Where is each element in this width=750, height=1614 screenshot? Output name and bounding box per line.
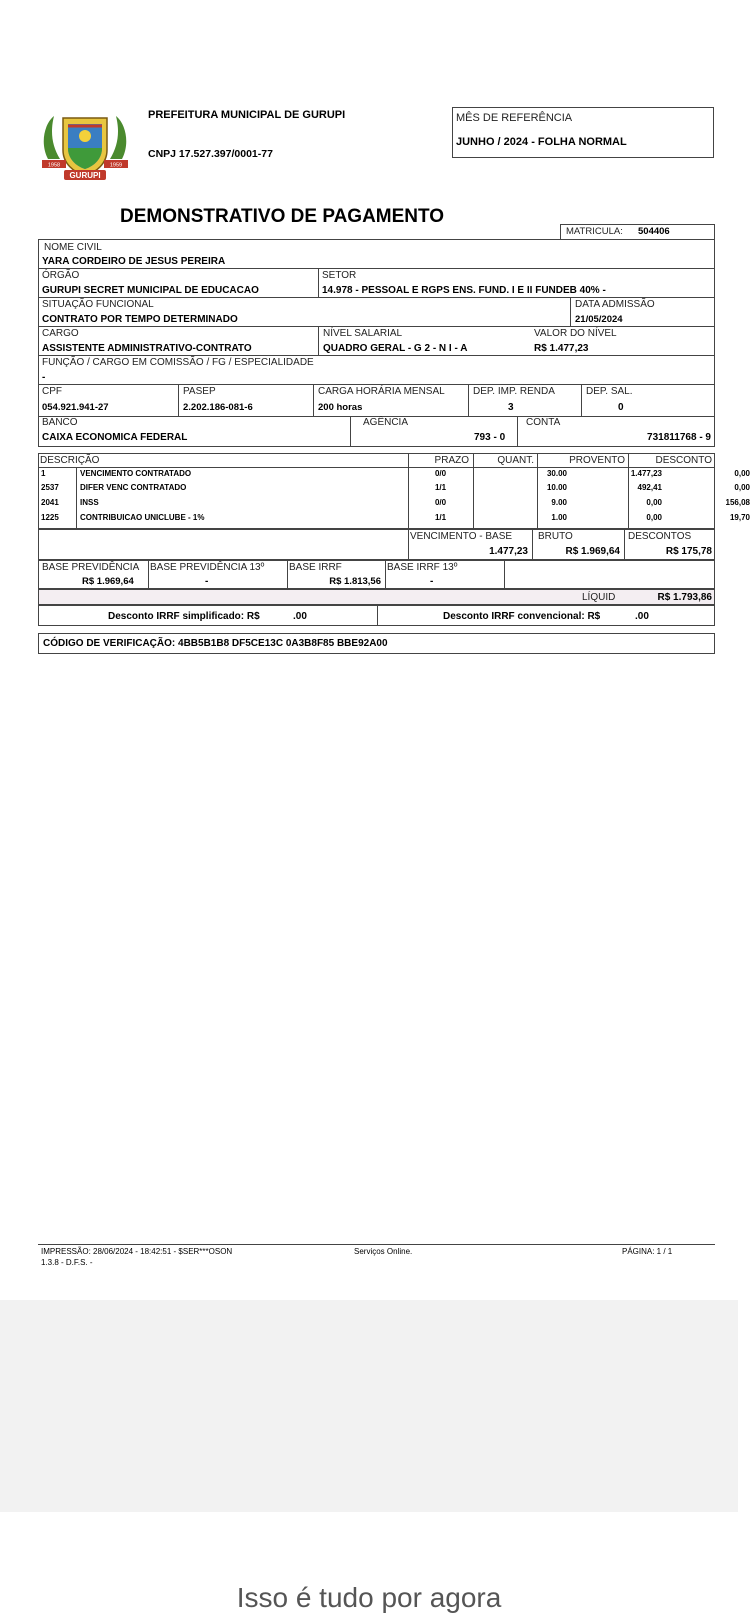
row-prazo: 0/0 xyxy=(434,469,447,478)
banco-value: CAIXA ECONOMICA FEDERAL xyxy=(42,432,188,443)
row-quant: 10.00 xyxy=(546,483,567,492)
divider xyxy=(178,384,179,416)
pasep-label: PASEP xyxy=(183,386,216,397)
liquido-value: R$ 1.793,86 xyxy=(657,592,712,603)
divider xyxy=(624,529,625,560)
base-irrf-label: BASE IRRF xyxy=(289,562,342,573)
divider xyxy=(504,560,505,589)
mes-referencia-label: MÊS DE REFERÊNCIA xyxy=(456,112,573,124)
base-irrf13-label: BASE IRRF 13º xyxy=(387,562,458,573)
liquido-label: LÍQUID xyxy=(582,592,616,603)
row-code: 1 xyxy=(41,469,46,478)
cargo-label: CARGO xyxy=(42,328,79,339)
matricula-value: 504406 xyxy=(638,226,670,237)
row-desc: INSS xyxy=(80,498,99,507)
prefeitura-name: PREFEITURA MUNICIPAL DE GURUPI xyxy=(148,109,346,121)
row-desconto: 0,00 xyxy=(734,469,750,478)
valor-nivel-value: R$ 1.477,23 xyxy=(534,343,589,354)
verificacao-code: CÓDIGO DE VERIFICAÇÃO: 4BB5B1B8 DF5CE13C 0A3B8F85 BBE92A00 xyxy=(43,638,388,649)
divider xyxy=(38,268,715,269)
descontos-value: R$ 175,78 xyxy=(665,546,712,557)
carga-value: 200 horas xyxy=(318,402,363,413)
situacao-label: SITUAÇÃO FUNCIONAL xyxy=(42,299,154,310)
row-desconto: 0,00 xyxy=(734,483,750,492)
base-prev13-value: - xyxy=(205,576,209,587)
cnpj: CNPJ 17.527.397/0001-77 xyxy=(148,148,273,160)
row-quant: 9.00 xyxy=(551,498,567,507)
venc-base-value: 1.477,23 xyxy=(489,546,528,557)
divider xyxy=(313,384,314,416)
valor-nivel-label: VALOR DO NÍVEL xyxy=(534,328,617,339)
row-prazo: 1/1 xyxy=(434,513,447,522)
city-logo xyxy=(38,104,132,184)
row-code: 2537 xyxy=(41,483,59,492)
footer-pagina: PÁGINA: 1 / 1 xyxy=(622,1247,673,1256)
dep-sal-value: 0 xyxy=(618,402,624,413)
mes-referencia-value: JUNHO / 2024 - FOLHA NORMAL xyxy=(456,136,627,148)
logo-year-right: 1959 xyxy=(109,162,123,169)
admissao-value: 21/05/2024 xyxy=(575,314,623,325)
base-prev13-label: BASE PREVIDÊNCIA 13º xyxy=(150,562,265,573)
footer-impressao: IMPRESSÃO: 28/06/2024 - 18:42:51 - $SER***OSON xyxy=(41,1247,233,1256)
divider xyxy=(148,560,149,589)
divider xyxy=(408,529,409,560)
setor-value: 14.978 - PESSOAL E RGPS ENS. FUND. I E II FUNDEB 40% - xyxy=(322,285,606,296)
table-row xyxy=(38,469,750,483)
row-desc: CONTRIBUICAO UNICLUBE - 1% xyxy=(80,513,205,522)
nome-label: NOME CIVIL xyxy=(44,242,102,253)
divider xyxy=(38,326,715,327)
bruto-value: R$ 1.969,64 xyxy=(565,546,620,557)
base-prev-value: R$ 1.969,64 xyxy=(82,576,134,587)
divider xyxy=(38,384,715,385)
viewer-background xyxy=(0,1300,738,1512)
row-code: 1225 xyxy=(41,513,59,522)
irrf-simplificado-label: Desconto IRRF simplificado: R$ xyxy=(108,611,260,622)
bruto-label: BRUTO xyxy=(538,531,573,542)
row-desconto: 156,08 xyxy=(725,498,750,507)
cargo-value: ASSISTENTE ADMINISTRATIVO-CONTRATO xyxy=(42,343,252,354)
matricula-label: MATRICULA: xyxy=(566,226,623,237)
admissao-label: DATA ADMISSÃO xyxy=(575,299,655,310)
agencia-value: 793 - 0 xyxy=(474,432,506,443)
carga-label: CARGA HORÁRIA MENSAL xyxy=(318,386,445,397)
col-desconto: DESCONTO xyxy=(655,455,712,466)
divider xyxy=(385,560,386,589)
footer-servicos: Serviços Online. xyxy=(354,1247,413,1256)
row-prazo: 1/1 xyxy=(434,483,447,492)
row-prazo: 0/0 xyxy=(434,498,447,507)
venc-base-label: VENCIMENTO - BASE xyxy=(410,531,513,542)
row-quant: 30.00 xyxy=(546,469,567,478)
funcao-label: FUNÇÃO / CARGO EM COMISSÃO / FG / ESPECIALIDADE xyxy=(42,357,314,368)
pasep-value: 2.202.186-081-6 xyxy=(183,402,253,413)
agencia-label: AGÊNCIA xyxy=(363,417,409,428)
cpf-label: CPF xyxy=(42,386,62,397)
bottom-panel xyxy=(0,1512,738,1613)
row-quant: 1.00 xyxy=(551,513,567,522)
base-irrf-value: R$ 1.813,56 xyxy=(329,576,381,587)
descontos-label: DESCONTOS xyxy=(628,531,692,542)
divider xyxy=(38,297,715,298)
cpf-value: 054.921.941-27 xyxy=(42,402,109,413)
nivel-label: NÍVEL SALARIAL xyxy=(323,328,403,339)
row-provento: 492,41 xyxy=(637,483,662,492)
divider xyxy=(570,297,571,326)
table-row xyxy=(38,498,750,512)
divider xyxy=(517,416,518,447)
base-irrf13-value: - xyxy=(430,576,434,587)
divider xyxy=(532,529,533,560)
col-descricao: DESCRIÇÃO xyxy=(40,455,100,466)
banco-label: BANCO xyxy=(42,417,78,428)
irrf-convencional-label: Desconto IRRF convencional: R$ xyxy=(443,611,601,622)
irrf-simplificado-value: .00 xyxy=(293,611,307,622)
setor-label: SETOR xyxy=(322,270,357,281)
row-code: 2041 xyxy=(41,498,59,507)
row-desc: VENCIMENTO CONTRATADO xyxy=(80,469,192,478)
logo-year-left: 1958 xyxy=(47,162,61,169)
col-prazo: PRAZO xyxy=(434,455,469,466)
nivel-value: QUADRO GERAL - G 2 - N I - A xyxy=(323,343,468,354)
divider xyxy=(350,416,351,447)
divider xyxy=(318,326,319,355)
orgao-value: GURUPI SECRET MUNICIPAL DE EDUCACAO xyxy=(42,285,259,296)
footer-divider xyxy=(38,1244,715,1245)
col-quant: QUANT. xyxy=(497,455,534,466)
irrf-convencional-value: .00 xyxy=(635,611,649,622)
conta-label: CONTA xyxy=(526,417,561,428)
divider xyxy=(38,467,715,468)
table-row xyxy=(38,483,750,497)
row-provento: 1.477,23 xyxy=(630,469,662,478)
divider xyxy=(468,384,469,416)
dep-ir-label: DEP. IMP. RENDA xyxy=(473,386,555,397)
col-provento: PROVENTO xyxy=(569,455,625,466)
table-row xyxy=(38,513,750,527)
row-desc: DIFER VENC CONTRATADO xyxy=(80,483,187,492)
nome-value: YARA CORDEIRO DE JESUS PEREIRA xyxy=(42,256,226,267)
base-prev-label: BASE PREVIDÊNCIA xyxy=(42,562,140,573)
divider xyxy=(581,384,582,416)
situacao-value: CONTRATO POR TEMPO DETERMINADO xyxy=(42,314,238,325)
row-desconto: 19,70 xyxy=(729,513,750,522)
dep-sal-label: DEP. SAL. xyxy=(586,386,633,397)
orgao-label: ÓRGÃO xyxy=(42,270,80,281)
row-provento: 0,00 xyxy=(646,513,662,522)
conta-value: 731811768 - 9 xyxy=(647,432,711,443)
dep-ir-value: 3 xyxy=(508,402,514,413)
divider xyxy=(377,605,378,626)
end-message: Isso é tudo por agora xyxy=(236,1582,502,1613)
divider xyxy=(318,268,319,297)
divider xyxy=(38,355,715,356)
row-provento: 0,00 xyxy=(646,498,662,507)
logo-text: GURUPI xyxy=(69,171,101,180)
page-title: DEMONSTRATIVO DE PAGAMENTO xyxy=(120,206,445,227)
footer-versao: 1.3.8 - D.F.S. - xyxy=(41,1258,93,1267)
funcao-value: - xyxy=(42,372,46,383)
